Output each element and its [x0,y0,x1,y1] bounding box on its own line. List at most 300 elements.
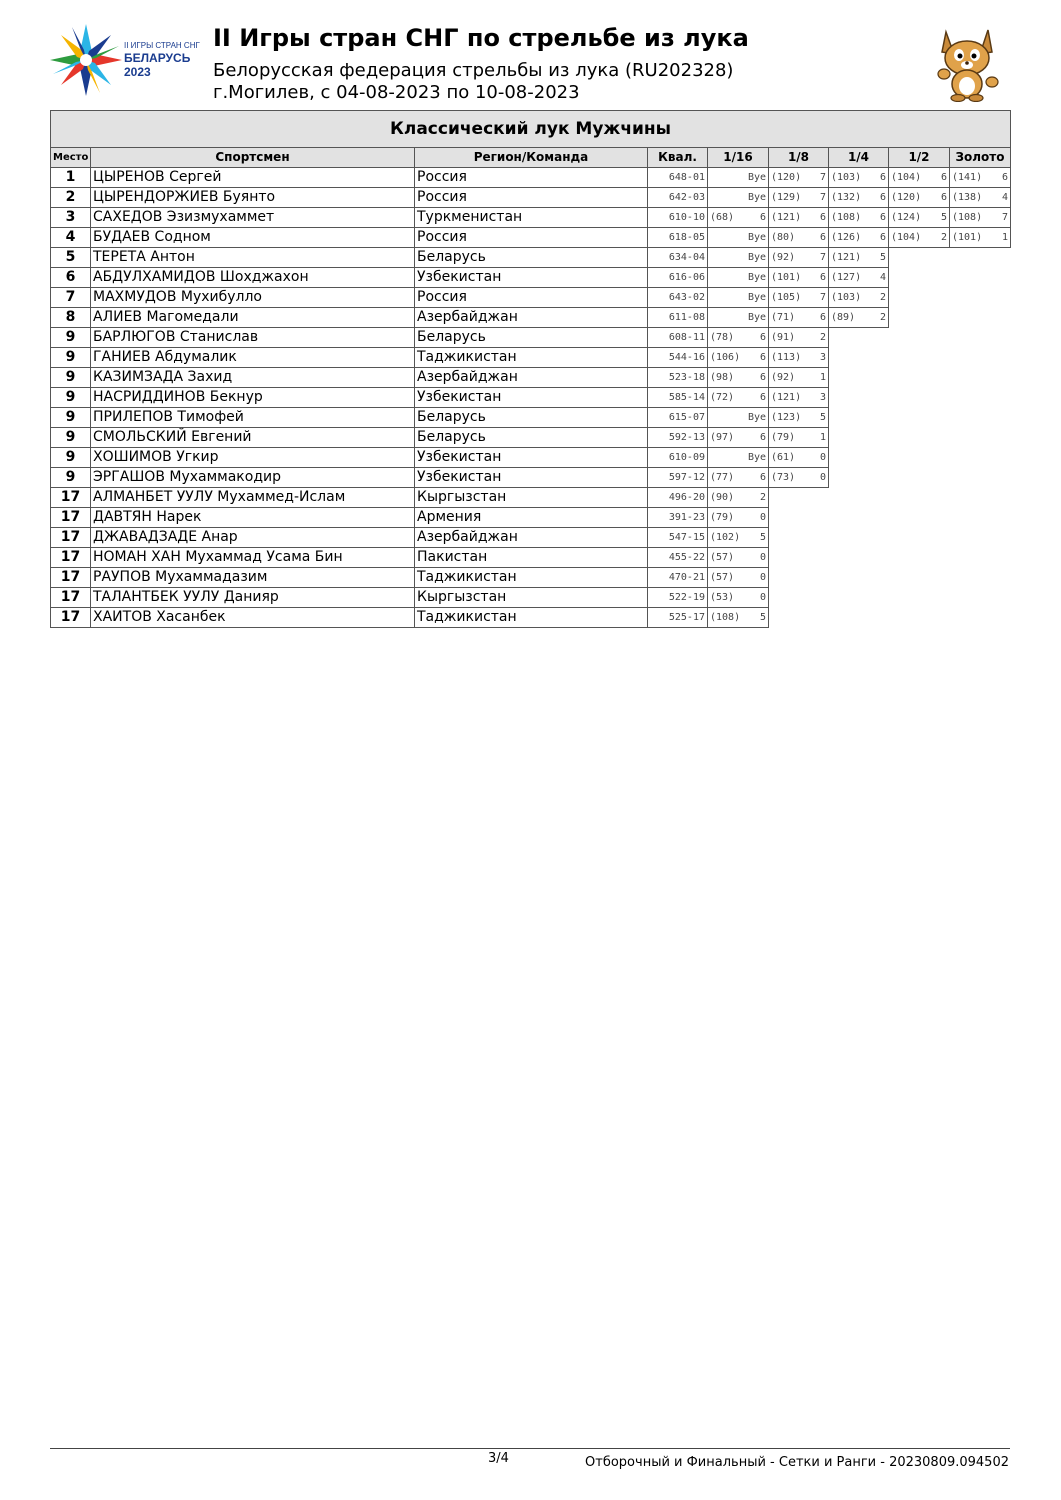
match-score: (123) [771,412,802,423]
empty-cell [950,308,1011,328]
team-cell: Беларусь [415,408,648,428]
match-score: (92) [771,372,796,383]
set-points: 0 [819,472,826,483]
match-cell [889,208,950,228]
match-cell [769,468,829,488]
rank-cell: 9 [51,328,91,348]
qual-cell: 525-17 [648,608,708,628]
rank-cell: 9 [51,428,91,448]
match-cell [829,208,889,228]
athlete-name-cell: НОМАН ХАН Мухаммад Усама Бин [91,548,415,568]
team-cell: Азербайджан [415,368,648,388]
page-number: 3/4 [488,1451,509,1466]
table-row [51,268,1011,288]
set-points: 6 [759,352,766,363]
team-cell: Беларусь [415,428,648,448]
match-score: (68) [710,212,735,223]
match-score: (92) [771,252,796,263]
rank-cell: 17 [51,488,91,508]
athlete-name-cell: ДЖАВАДЗАДЕ Анар [91,528,415,548]
qual-cell: 544-16 [648,348,708,368]
empty-cell [829,528,889,548]
col-header-team: Регион/Команда [415,148,648,168]
rank-cell: 17 [51,548,91,568]
match-cell [829,248,889,268]
rank-cell: 17 [51,608,91,628]
star-burst-icon [48,22,208,102]
match-score: (141) [952,172,983,183]
set-points: 0 [759,512,766,523]
match-score: (78) [710,332,735,343]
match-score: (121) [771,212,802,223]
table-row [51,248,1011,268]
set-points: 6 [759,212,766,223]
set-points: 6 [759,332,766,343]
match-score: (126) [831,232,862,243]
rank-cell: 6 [51,268,91,288]
match-cell [769,288,829,308]
match-cell [708,328,769,348]
athlete-name-cell: МАХМУДОВ Мухибулло [91,288,415,308]
match-cell [708,348,769,368]
table-row [51,368,1011,388]
empty-cell [829,388,889,408]
logo-line3: 2023 [124,65,151,79]
match-cell [769,268,829,288]
empty-cell [889,468,950,488]
match-score: (105) [771,292,802,303]
empty-cell [950,608,1011,628]
athlete-name-cell: БАРЛЮГОВ Станислав [91,328,415,348]
table-row [51,448,1011,468]
match-cell [708,168,769,188]
rank-cell: 7 [51,288,91,308]
athlete-name-cell: ЦЫРЕНДОРЖИЕВ Буянто [91,188,415,208]
empty-cell [889,348,950,368]
set-points: 6 [759,392,766,403]
empty-cell [889,268,950,288]
athlete-name-cell: ГАНИЕВ Абдумалик [91,348,415,368]
match-cell [769,308,829,328]
empty-cell [829,508,889,528]
athlete-name-cell: НАСРИДДИНОВ Бекнур [91,388,415,408]
col-header-1-16: 1/16 [708,148,769,168]
table-row [51,608,1011,628]
match-score: (57) [710,552,735,563]
set-points: 2 [759,492,766,503]
match-score: (104) [891,172,922,183]
bye-label: Bye [747,172,766,183]
qual-cell: 634-04 [648,248,708,268]
qual-cell: 608-11 [648,328,708,348]
match-cell [829,288,889,308]
match-cell [889,228,950,248]
table-row [51,568,1011,588]
match-cell [769,388,829,408]
rank-cell: 9 [51,388,91,408]
table-row [51,188,1011,208]
qual-cell: 615-07 [648,408,708,428]
empty-cell [829,428,889,448]
match-score: (103) [831,172,862,183]
qual-cell: 643-02 [648,288,708,308]
team-cell: Пакистан [415,548,648,568]
qual-cell: 616-06 [648,268,708,288]
table-row [51,288,1011,308]
bye-label: Bye [747,452,766,463]
team-cell: Беларусь [415,248,648,268]
set-points: 1 [819,432,826,443]
empty-cell [950,268,1011,288]
match-score: (120) [891,192,922,203]
empty-cell [950,408,1011,428]
match-cell [769,248,829,268]
empty-cell [769,568,829,588]
rank-cell: 2 [51,188,91,208]
team-cell: Армения [415,508,648,528]
match-score: (61) [771,452,796,463]
match-cell [708,488,769,508]
rank-cell: 17 [51,568,91,588]
table-row [51,428,1011,448]
match-score: (53) [710,592,735,603]
match-cell [708,368,769,388]
rank-cell: 9 [51,468,91,488]
match-cell [829,228,889,248]
match-score: (79) [710,512,735,523]
team-cell: Россия [415,288,648,308]
results-table [50,110,1011,628]
athlete-name-cell: ХАИТОВ Хасанбек [91,608,415,628]
lynx-mascot-icon [932,24,1004,102]
empty-cell [829,568,889,588]
empty-cell [829,588,889,608]
bye-label: Bye [747,312,766,323]
empty-cell [950,548,1011,568]
match-score: (80) [771,232,796,243]
match-cell [950,168,1011,188]
empty-cell [829,488,889,508]
table-row [51,548,1011,568]
set-points: 6 [940,192,947,203]
match-cell [769,428,829,448]
col-header-1-2: 1/2 [889,148,950,168]
empty-cell [950,468,1011,488]
match-score: (138) [952,192,983,203]
athlete-name-cell: ЦЫРЕНОВ Сергей [91,168,415,188]
athlete-name-cell: РАУПОВ Мухаммадазим [91,568,415,588]
qual-cell: 597-12 [648,468,708,488]
match-score: (108) [710,612,741,623]
match-cell [950,208,1011,228]
match-score: (98) [710,372,735,383]
qual-cell: 523-18 [648,368,708,388]
empty-cell [889,248,950,268]
match-cell [708,608,769,628]
athlete-name-cell: АЛМАНБЕТ УУЛУ Мухаммед-Ислам [91,488,415,508]
footer-text: Отборочный и Финальный - Сетки и Ранги - 20230809.094502 [585,1455,1009,1470]
set-points: 6 [819,272,826,283]
team-cell: Беларусь [415,328,648,348]
empty-cell [889,288,950,308]
athlete-name-cell: ТАЛАНТБЕК УУЛУ Данияр [91,588,415,608]
empty-cell [950,368,1011,388]
set-points: 7 [819,172,826,183]
empty-cell [889,368,950,388]
set-points: 6 [759,472,766,483]
empty-cell [889,408,950,428]
match-score: (102) [710,532,741,543]
rank-cell: 9 [51,348,91,368]
empty-cell [889,608,950,628]
qual-cell: 547-15 [648,528,708,548]
qual-cell: 610-09 [648,448,708,468]
set-points: 0 [759,592,766,603]
match-cell [829,268,889,288]
empty-cell [829,328,889,348]
set-points: 6 [879,192,886,203]
match-score: (79) [771,432,796,443]
match-score: (73) [771,472,796,483]
match-score: (108) [831,212,862,223]
empty-cell [889,488,950,508]
empty-cell [950,528,1011,548]
table-row [51,408,1011,428]
empty-cell [889,568,950,588]
empty-cell [769,508,829,528]
match-cell [769,448,829,468]
team-cell: Кыргызстан [415,588,648,608]
rank-cell: 17 [51,528,91,548]
table-row [51,348,1011,368]
empty-cell [950,388,1011,408]
match-cell [950,228,1011,248]
set-points: 0 [819,452,826,463]
empty-cell [769,528,829,548]
match-cell [708,208,769,228]
match-score: (132) [831,192,862,203]
match-score: (113) [771,352,802,363]
team-cell: Туркменистан [415,208,648,228]
col-header-1-4: 1/4 [829,148,889,168]
athlete-name-cell: ЭРГАШОВ Мухаммакодир [91,468,415,488]
col-header-gold: Золото [950,148,1011,168]
empty-cell [950,508,1011,528]
athlete-name-cell: ДАВТЯН Нарек [91,508,415,528]
match-cell [950,188,1011,208]
match-cell [769,188,829,208]
empty-cell [829,608,889,628]
set-points: 6 [759,372,766,383]
team-cell: Таджикистан [415,568,648,588]
page-title: II Игры стран СНГ по стрельбе из лука [213,24,749,52]
athlete-name-cell: САХЕДОВ Эзизмухаммет [91,208,415,228]
table-row [51,468,1011,488]
set-points: 2 [940,232,947,243]
match-cell [708,228,769,248]
qual-cell: 611-08 [648,308,708,328]
match-score: (97) [710,432,735,443]
match-cell [708,248,769,268]
athlete-name-cell: СМОЛЬСКИЙ Евгений [91,428,415,448]
set-points: 0 [759,552,766,563]
set-points: 4 [879,272,886,283]
empty-cell [889,388,950,408]
match-score: (72) [710,392,735,403]
empty-cell [950,488,1011,508]
match-score: (103) [831,292,862,303]
empty-cell [889,328,950,348]
rank-cell: 9 [51,408,91,428]
set-points: 6 [1002,172,1009,183]
match-cell [889,168,950,188]
rank-cell: 17 [51,588,91,608]
team-cell: Узбекистан [415,268,648,288]
empty-cell [950,328,1011,348]
match-cell [708,188,769,208]
empty-cell [769,588,829,608]
empty-cell [889,448,950,468]
match-score: (91) [771,332,796,343]
match-cell [769,408,829,428]
empty-cell [829,468,889,488]
table-row [51,328,1011,348]
match-cell [708,588,769,608]
empty-cell [950,348,1011,368]
team-cell: Россия [415,228,648,248]
match-score: (121) [771,392,802,403]
athlete-name-cell: ХОШИМОВ Угкир [91,448,415,468]
match-cell [708,308,769,328]
qual-cell: 522-19 [648,588,708,608]
set-points: 2 [879,312,886,323]
table-header-row [51,148,1011,168]
table-caption: Классический лук Мужчины [51,111,1011,148]
set-points: 6 [879,172,886,183]
match-cell [829,168,889,188]
location-dates: г.Могилев, с 04-08-2023 по 10-08-2023 [213,82,580,103]
match-score: (101) [771,272,802,283]
rank-cell: 9 [51,368,91,388]
table-row [51,388,1011,408]
empty-cell [950,288,1011,308]
set-points: 6 [819,212,826,223]
rank-cell: 1 [51,168,91,188]
empty-cell [769,608,829,628]
team-cell: Узбекистан [415,388,648,408]
athlete-name-cell: БУДАЕВ Содном [91,228,415,248]
empty-cell [950,568,1011,588]
match-cell [829,308,889,328]
set-points: 5 [819,412,826,423]
event-logo [48,22,208,102]
empty-cell [889,308,950,328]
team-cell: Азербайджан [415,528,648,548]
match-score: (101) [952,232,983,243]
set-points: 5 [759,612,766,623]
match-score: (90) [710,492,735,503]
bye-label: Bye [747,412,766,423]
qual-cell: 391-23 [648,508,708,528]
qual-cell: 470-21 [648,568,708,588]
empty-cell [829,548,889,568]
team-cell: Кыргызстан [415,488,648,508]
empty-cell [889,428,950,448]
table-row [51,488,1011,508]
set-points: 3 [819,352,826,363]
team-cell: Азербайджан [415,308,648,328]
qual-cell: 585-14 [648,388,708,408]
set-points: 6 [819,232,826,243]
table-row [51,588,1011,608]
match-cell [708,388,769,408]
team-cell: Таджикистан [415,608,648,628]
rank-cell: 17 [51,508,91,528]
col-header-1-8: 1/8 [769,148,829,168]
set-points: 1 [819,372,826,383]
footer-divider [50,1448,1010,1449]
set-points: 4 [1002,192,1009,203]
rank-cell: 4 [51,228,91,248]
team-cell: Россия [415,168,648,188]
empty-cell [950,588,1011,608]
rank-cell: 5 [51,248,91,268]
bye-label: Bye [747,272,766,283]
match-cell [889,188,950,208]
set-points: 0 [759,572,766,583]
team-cell: Таджикистан [415,348,648,368]
qual-cell: 610-10 [648,208,708,228]
match-cell [769,368,829,388]
match-score: (127) [831,272,862,283]
set-points: 3 [819,392,826,403]
athlete-name-cell: КАЗИМЗАДА Захид [91,368,415,388]
table-row [51,508,1011,528]
match-cell [829,188,889,208]
empty-cell [889,508,950,528]
empty-cell [889,548,950,568]
empty-cell [829,448,889,468]
team-cell: Узбекистан [415,448,648,468]
logo-line2: БЕЛАРУСЬ [124,51,191,65]
match-score: (57) [710,572,735,583]
qual-cell: 618-05 [648,228,708,248]
table-row [51,528,1011,548]
match-cell [708,508,769,528]
empty-cell [829,408,889,428]
match-cell [708,568,769,588]
col-header-athlete: Спортсмен [91,148,415,168]
empty-cell [829,368,889,388]
match-score: (129) [771,192,802,203]
athlete-name-cell: ТЕРЕТА Антон [91,248,415,268]
qual-cell: 592-13 [648,428,708,448]
empty-cell [950,448,1011,468]
set-points: 2 [879,292,886,303]
team-cell: Россия [415,188,648,208]
col-header-rank: Место [51,148,91,168]
rank-cell: 8 [51,308,91,328]
empty-cell [889,528,950,548]
empty-cell [769,488,829,508]
athlete-name-cell: АБДУЛХАМИДОВ Шохджахон [91,268,415,288]
page-subtitle: Белорусская федерация стрельбы из лука (RU202328) [213,60,734,81]
table-row [51,208,1011,228]
team-cell: Узбекистан [415,468,648,488]
set-points: 5 [879,252,886,263]
match-cell [769,228,829,248]
set-points: 6 [819,312,826,323]
